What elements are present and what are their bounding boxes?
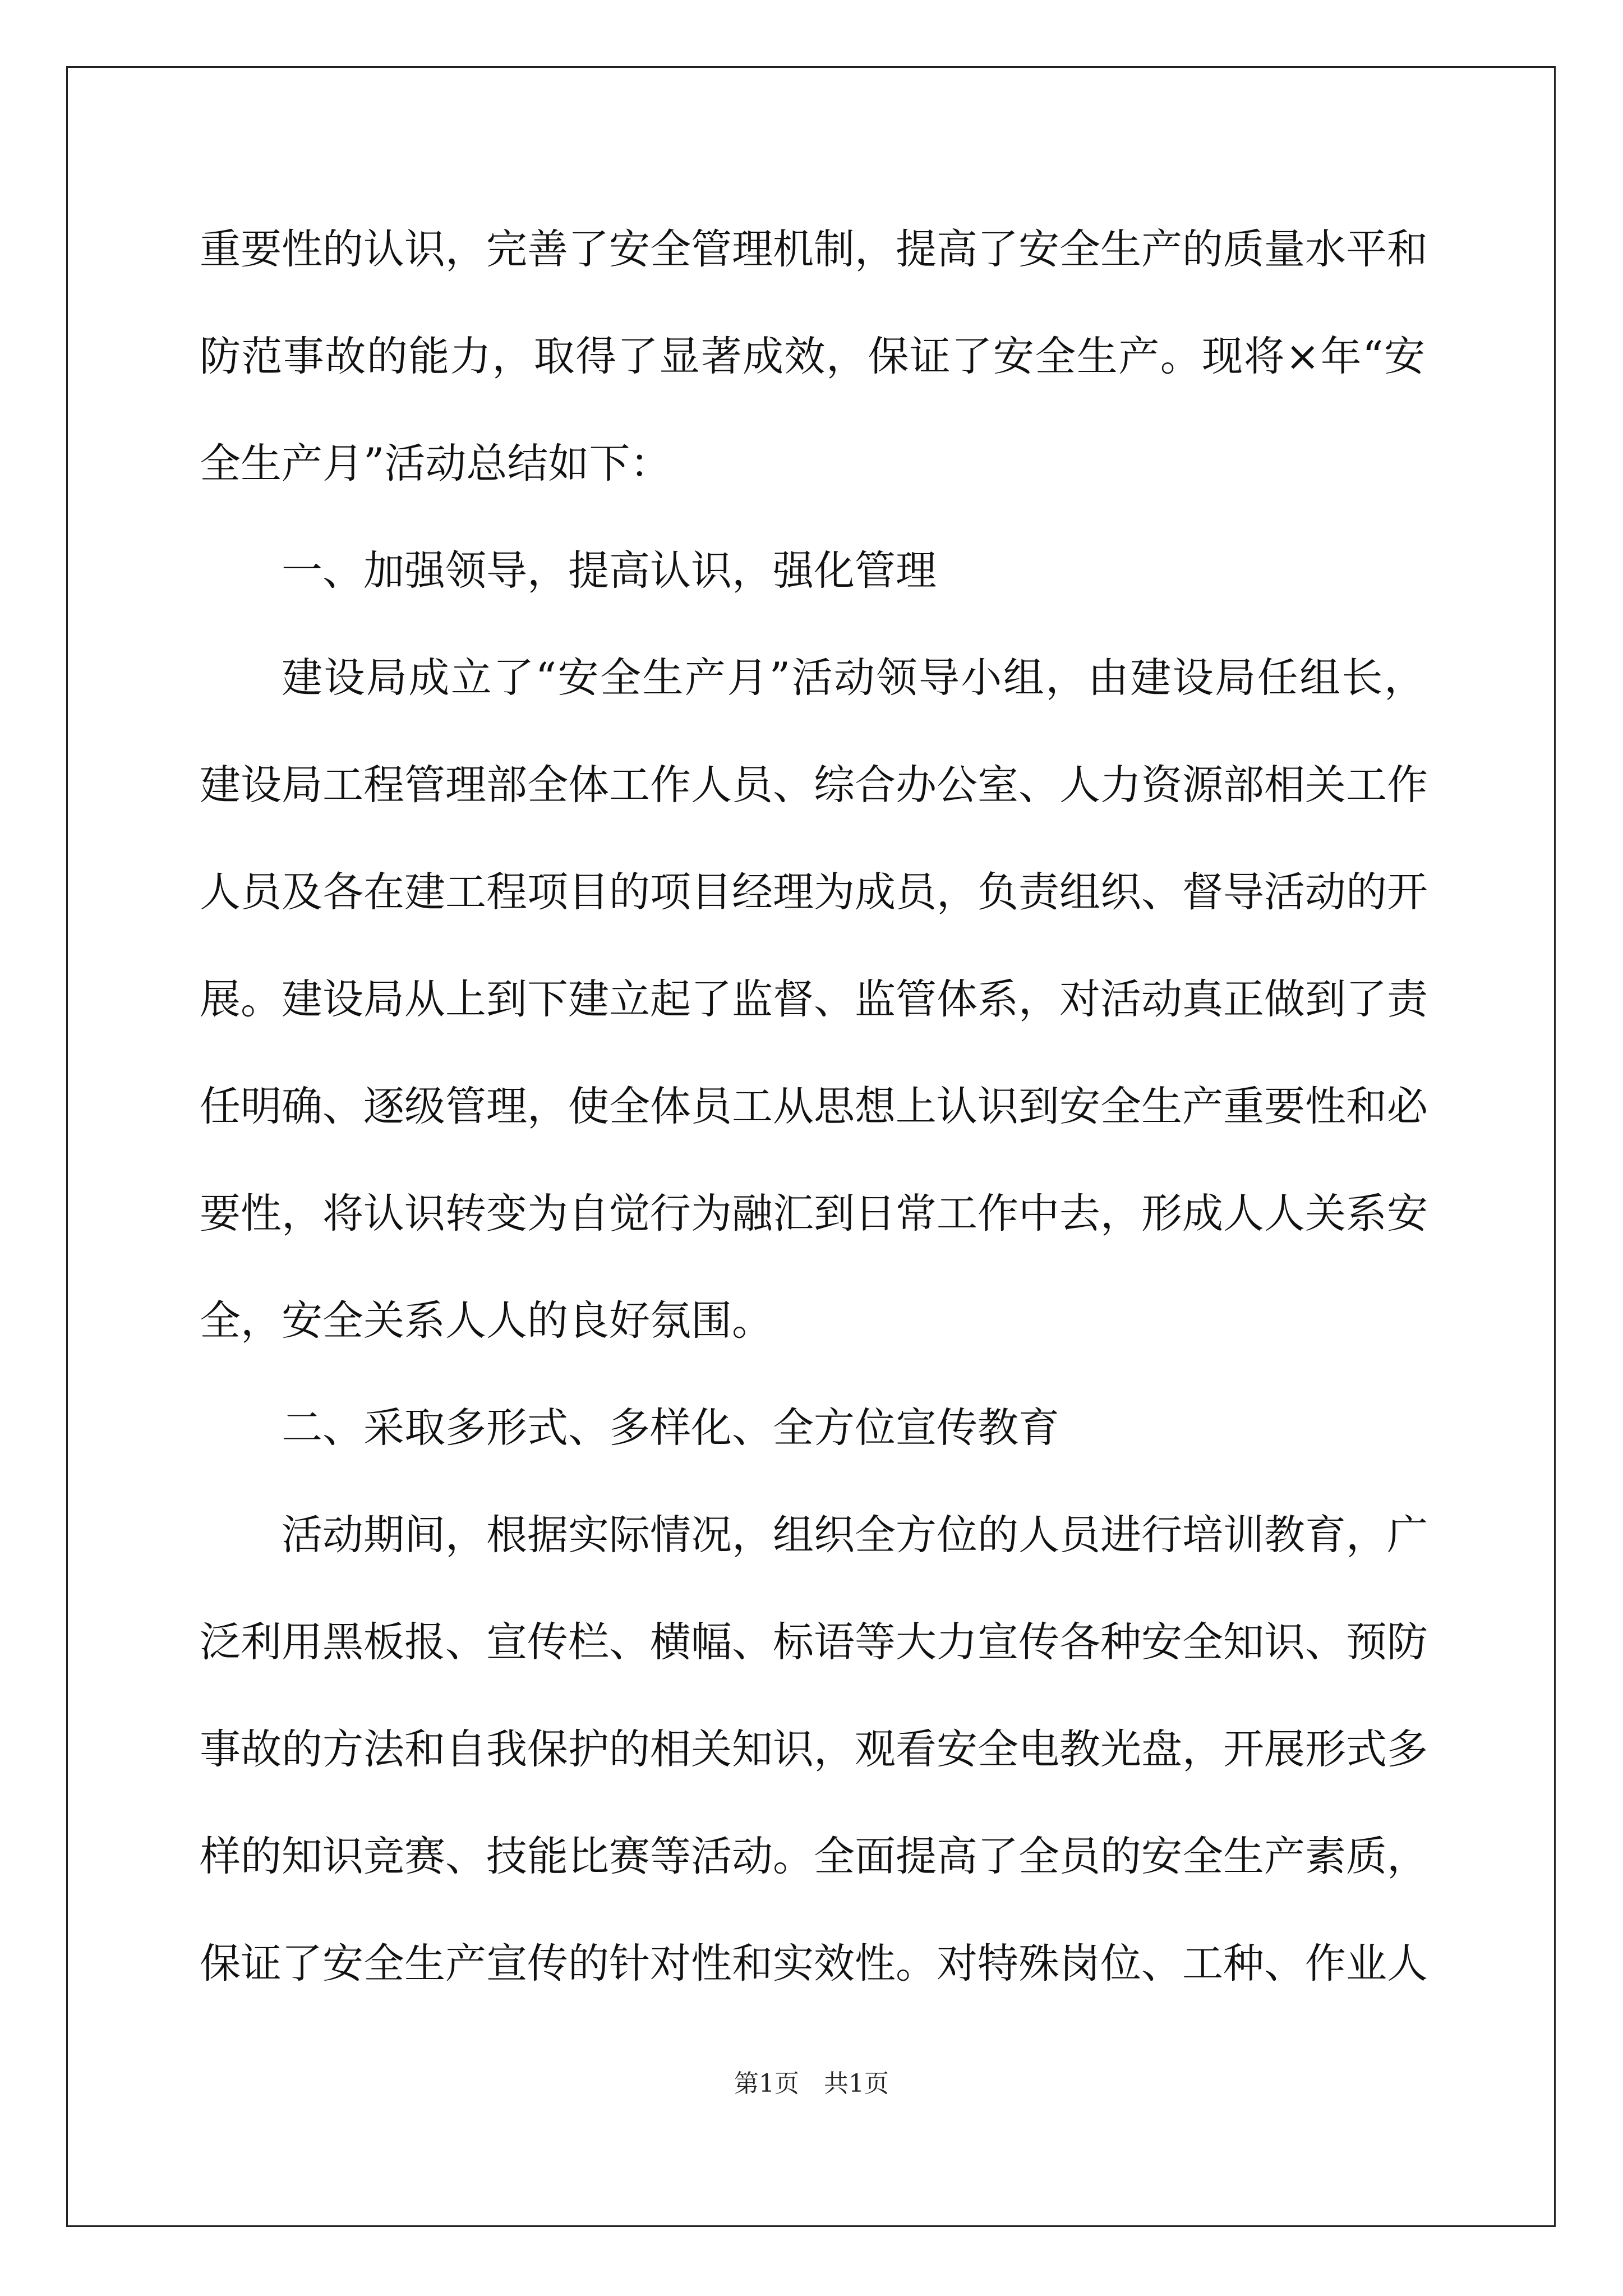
paragraph-2-line-2: 建设局工程管理部全体工作人员、综合办公室、人力资源部相关工作 (200, 761, 1428, 809)
paragraph-1-line-3: 全生产月”活动总结如下： (200, 440, 671, 487)
paragraph-3-line-1: 活动期间，根据实际情况，组织全方位的人员进行培训教育，广 (282, 1511, 1428, 1559)
paragraph-1-line-1: 重要性的认识，完善了安全管理机制，提高了安全生产的质量水平和 (200, 226, 1428, 273)
section-heading-1: 一、加强领导，提高认识，强化管理 (282, 547, 937, 595)
paragraph-2-line-5: 任明确、逐级管理，使全体员工从思想上认识到安全生产重要性和必 (200, 1083, 1428, 1130)
paragraph-2-line-6: 要性，将认识转变为自觉行为融汇到日常工作中去，形成人人关系安 (200, 1190, 1428, 1237)
page-number-footer: 第1页 共1页 (734, 2069, 889, 2098)
paragraph-3-line-2: 泛利用黑板报、宣传栏、横幅、标语等大力宣传各种安全知识、预防 (200, 1618, 1428, 1666)
paragraph-3-line-3: 事故的方法和自我保护的相关知识，观看安全电教光盘，开展形式多 (200, 1726, 1428, 1773)
paragraph-2-line-3: 人员及各在建工程项目的项目经理为成员，负责组织、督导活动的开 (200, 868, 1428, 916)
paragraph-2-line-4: 展。建设局从上到下建立起了监督、监管体系，对活动真正做到了责 (200, 976, 1428, 1023)
section-heading-2: 二、采取多形式、多样化、全方位宣传教育 (282, 1404, 1059, 1452)
paragraph-1-line-2: 防范事故的能力，取得了显著成效，保证了安全生产。现将×年“安 (200, 333, 1425, 380)
paragraph-3-line-4: 样的知识竞赛、技能比赛等活动。全面提高了全员的安全生产素质， (200, 1833, 1428, 1880)
paragraph-2-line-7: 全，安全关系人人的良好氛围。 (200, 1297, 773, 1345)
paragraph-3-line-5: 保证了安全生产宣传的针对性和实效性。对特殊岗位、工种、作业人 (200, 1940, 1428, 1987)
paragraph-2-line-1: 建设局成立了“安全生产月”活动领导小组，由建设局任组长， (282, 654, 1425, 702)
page-border (66, 66, 1556, 2227)
